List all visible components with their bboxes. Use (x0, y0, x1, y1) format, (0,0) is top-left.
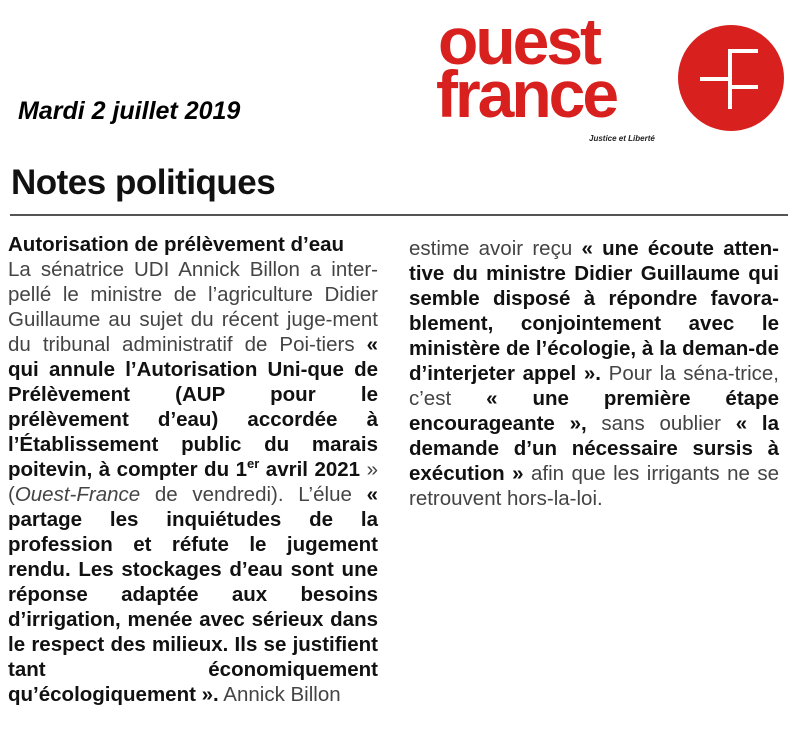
article-headline: Autorisation de prélèvement d’eau (8, 233, 345, 256)
logo-word-ouest: ouest (438, 4, 600, 78)
article-quote-3: « une écoute atten-tive du ministre Didier Guillaume qui semble disposé à répondre favora-blement, conjointement avec le ministère de l’écologie, à la deman-de d’interjeter appel ». (409, 237, 779, 385)
section-divider (10, 214, 788, 216)
ouest-france-logo (436, 4, 788, 148)
section-title: Notes politiques (11, 163, 276, 202)
article-text-1: La sénatrice UDI Annick Billon a inter-pellé le ministre de l’agriculture Didier Guillaume au sujet du récent juge-ment du tribunal administratif de Poi-tiers (8, 258, 378, 356)
article-quote-1-end: avril 2021 (259, 458, 361, 481)
article-text-6: afin que les irrigants ne se retrouvent hors-la-loi. (409, 462, 780, 510)
article-text-4: Pour la séna-trice, c’est (409, 362, 779, 410)
article-text-2b: de vendredi). L’élue (140, 483, 367, 506)
ordinal-superscript: er (247, 456, 260, 472)
article-quote-5: « la demande d’un nécessaire sursis à exécution » (409, 412, 779, 485)
article-text-5: sans oublier (586, 412, 736, 435)
article-text-3: Annick Billon (218, 683, 341, 706)
article-text-3-continued: estime avoir reçu (409, 237, 582, 260)
logo-tagline: Justice et Liberté (589, 134, 655, 143)
article-text-2: » ( (8, 458, 378, 506)
logo-word-france: france (436, 57, 617, 131)
logo-circle-icon (678, 25, 784, 131)
article-quote-4: « une première étape encourageante », (409, 387, 779, 435)
publication-date: Mardi 2 juillet 2019 (18, 97, 241, 125)
article-quote-2: « partage les inquiétudes de la profession et réfute le jugement rendu. Les stockages d’eau sont une réponse adaptée aux besoins d’irrigation, menée avec sérieux dans le respect des milieux. Ils se justifient tant économiquement qu’écologiquement ». (8, 483, 378, 706)
article-source: Ouest-France (14, 483, 141, 506)
article-column-left (8, 232, 378, 707)
article-column-right (409, 236, 779, 511)
article-quote-1: « qui annule l’Autorisation Uni-que de Prélèvement (AUP pour le prélèvement d’eau) accordée à l’Établissement public du marais poitevin, à compter du 1 (8, 333, 378, 481)
